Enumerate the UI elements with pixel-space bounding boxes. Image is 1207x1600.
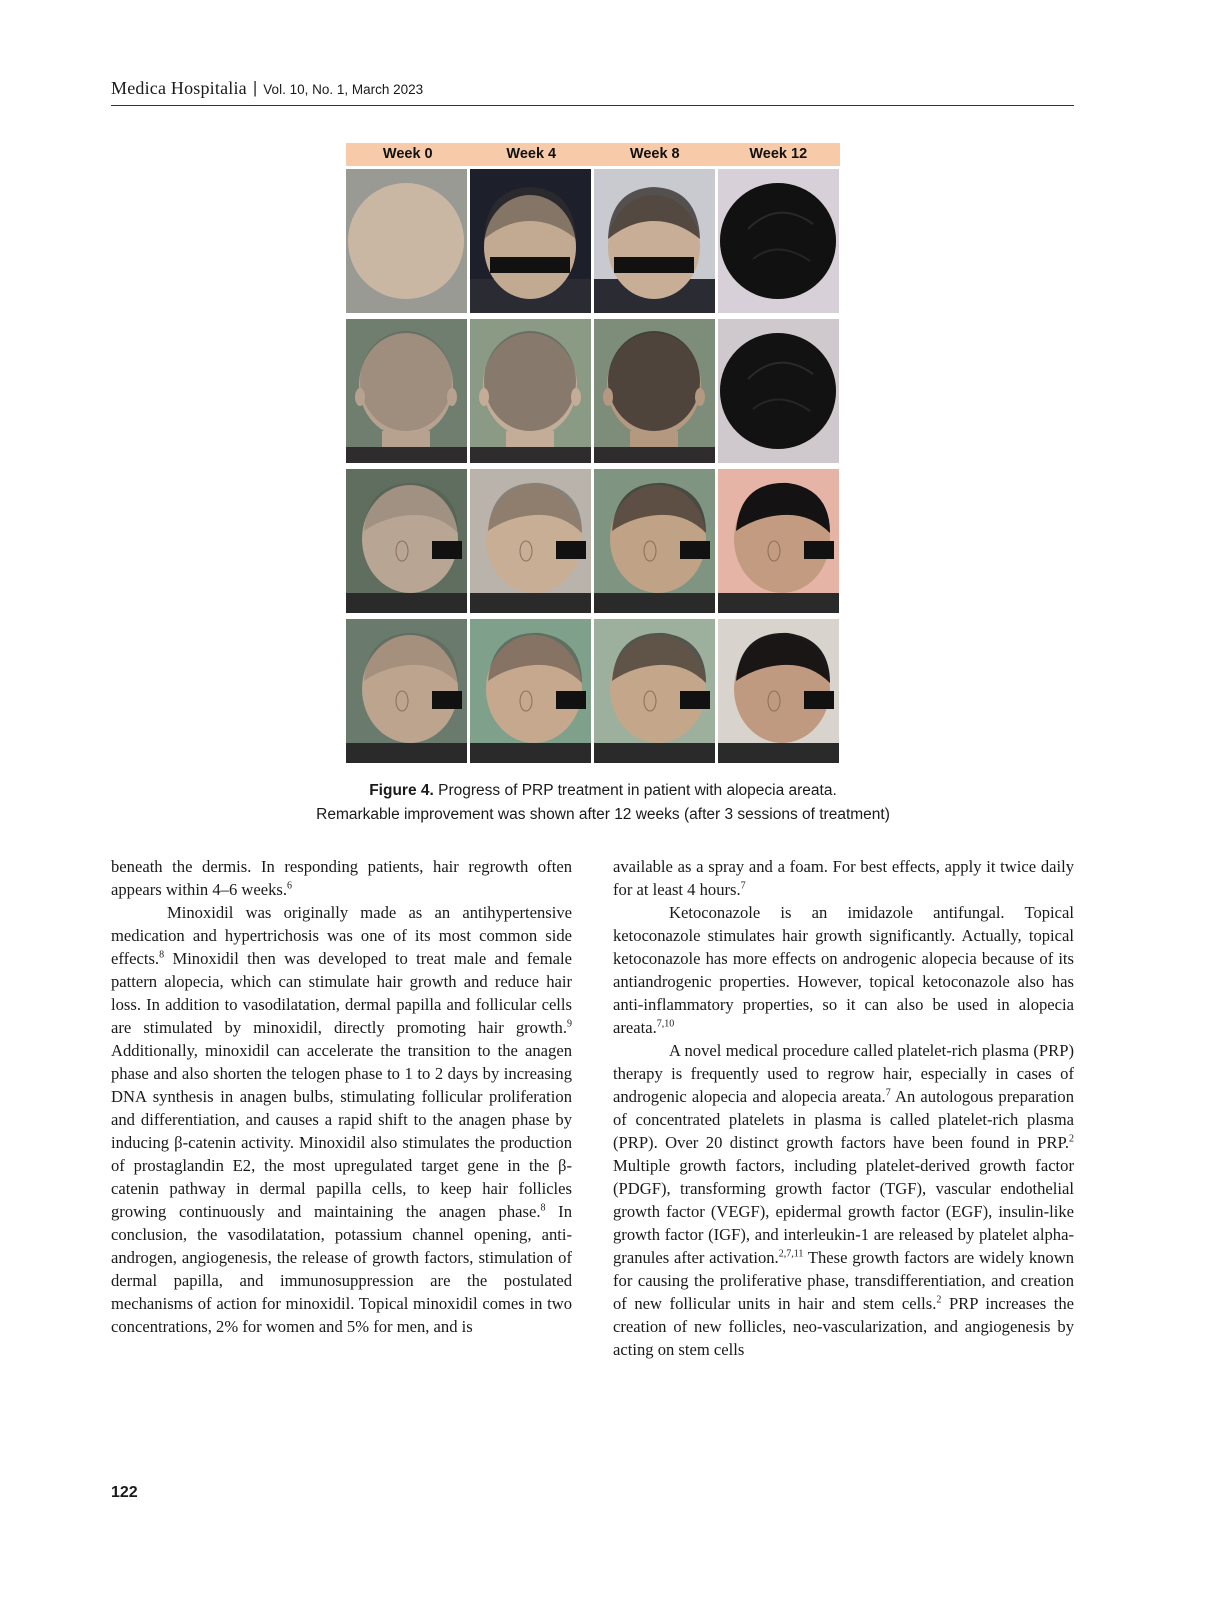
issue-info: Vol. 10, No. 1, March 2023 <box>263 82 424 97</box>
paragraph <box>111 855 572 901</box>
scalp-photo <box>470 319 591 463</box>
scalp-photo <box>718 169 839 313</box>
photo-row2-week-12 <box>718 319 839 463</box>
text-run: Additionally, minoxidil can accelerate the transition to the anagen phase and also shorten the telogen phase to 1 to 2 days by increasing DNA synthesis in anagen bulbs, stimulating follicular proliferation and differentiation, and causes a rapid shift to the anagen phase by inducing β-catenin activity. Minoxidil also stimulates the production of prostaglandin E2, the most upregulated target gene in the β-catenin pathway in dermal papilla cells, to keep hair follicles growing continuously and maintaining the anagen phase. <box>111 1041 572 1221</box>
citation-ref: 7 <box>885 1087 891 1099</box>
scalp-photo <box>470 469 591 613</box>
photo-row3-week-4 <box>470 469 591 613</box>
text-run: An autologous preparation of concentrated platelets in plasma is called platelet-rich plasma (PRP). Over 20 distinct growth factors have been found in PRP. <box>613 1087 1074 1152</box>
citation-ref: 2 <box>1069 1133 1074 1145</box>
citation-ref: 7 <box>740 880 746 892</box>
citation-ref: 9 <box>567 1018 572 1030</box>
scalp-photo <box>470 169 591 313</box>
column-header-week-4: Week 4 <box>506 146 557 162</box>
scalp-photo <box>594 319 715 463</box>
figure-caption <box>180 779 1026 827</box>
scalp-photo <box>718 469 839 613</box>
body-column-right <box>613 855 1074 1361</box>
caption-line-1: Progress of PRP treatment in patient with alopecia areata. <box>438 782 837 799</box>
text-run: beneath the dermis. In responding patients, hair regrowth often appears within 4–6 weeks. <box>111 857 572 899</box>
column-header-week-8: Week 8 <box>629 146 680 162</box>
scalp-photo <box>594 469 715 613</box>
figure-4 <box>346 143 840 166</box>
photo-row4-week-12 <box>718 619 839 763</box>
text-run: Multiple growth factors, including platelet-derived growth factor (PDGF), transforming growth factor (TGF), vascular endothelial growth factor (VEGF), epidermal growth factor (EGF), insulin-like growth factor (IGF), and interleukin-1 are released by platelet alpha-granules after activation. <box>613 1156 1074 1267</box>
text-run: Ketoconazole is an imidazole antifungal. Topical ketoconazole stimulates hair growth significantly. Actually, topical ketoconazole has more effects on androgenic alopecia because of its antiandrogenic properties. However, topical ketoconazole also has anti-inflammatory properties, so it can also be used in alopecia areata. <box>613 903 1074 1037</box>
photo-row2-week-8 <box>594 319 715 463</box>
column-header-week-0: Week 0 <box>382 146 433 162</box>
scalp-photo <box>346 619 467 763</box>
scalp-photo <box>594 169 715 313</box>
photo-row1-week-12 <box>718 169 839 313</box>
citation-ref: 8 <box>540 1202 546 1214</box>
text-run: These growth factors are widely known for causing the proliferative phase, transdifferentiation, and creation of new follicular units in hair and stem cells. <box>613 1248 1074 1313</box>
page-number: 122 <box>111 1484 138 1501</box>
photo-row2-week-4 <box>470 319 591 463</box>
photo-row3-week-12 <box>718 469 839 613</box>
scalp-photo <box>470 619 591 763</box>
header-separator: | <box>252 78 258 97</box>
scalp-photo <box>346 319 467 463</box>
paragraph <box>613 1039 1074 1361</box>
caption-line-2: Remarkable improvement was shown after 12 weeks (after 3 sessions of treatment) <box>316 806 890 823</box>
running-header <box>111 78 1074 106</box>
figure-column-headers <box>346 143 840 166</box>
paragraph <box>111 901 572 1338</box>
photo-row1-week-8 <box>594 169 715 313</box>
citation-ref: 8 <box>159 949 165 961</box>
text-run: Minoxidil then was developed to treat male and female pattern alopecia, which can stimulate hair growth and reduce hair loss. In addition to vasodilatation, dermal papilla and follicular cells are stimulated by minoxidil, directly promoting hair growth. <box>111 949 572 1037</box>
photo-row4-week-0 <box>346 619 467 763</box>
text-run: PRP increases the creation of new follicles, neo-vascularization, and angiogenesis by acting on stem cells <box>613 1294 1075 1359</box>
photo-row4-week-8 <box>594 619 715 763</box>
text-run: available as a spray and a foam. For best effects, apply it twice daily for at least 4 hours. <box>613 857 1074 899</box>
citation-ref: 2 <box>936 1294 942 1306</box>
text-run: In conclusion, the vasodilatation, potassium channel opening, anti-androgen, angiogenesis, the release of growth factors, stimulation of dermal papilla, and immunosuppression are the postulated mechanisms of action for minoxidil. Topical minoxidil comes in two concentrations, 2% for women and 5% for men, and is <box>111 1202 572 1336</box>
photo-row2-week-0 <box>346 319 467 463</box>
citation-ref: 7,10 <box>656 1018 675 1030</box>
scalp-photo <box>594 619 715 763</box>
paragraph <box>613 855 1074 901</box>
photo-row3-week-0 <box>346 469 467 613</box>
scalp-photo <box>346 469 467 613</box>
citation-ref: 6 <box>287 880 293 892</box>
photo-row1-week-0 <box>346 169 467 313</box>
scalp-photo <box>718 619 839 763</box>
photo-row1-week-4 <box>470 169 591 313</box>
text-run: A novel medical procedure called platelet-rich plasma (PRP) therapy is frequently used to regrow hair, especially in cases of androgenic alopecia and alopecia areata. <box>613 1041 1074 1106</box>
scalp-photo <box>718 319 839 463</box>
citation-ref: 2,7,11 <box>778 1248 804 1260</box>
photo-row3-week-8 <box>594 469 715 613</box>
scalp-photo <box>346 169 467 313</box>
journal-name: Medica Hospitalia <box>111 78 247 98</box>
caption-label: Figure 4. <box>369 782 434 799</box>
body-column-left <box>111 855 572 1338</box>
photo-grid <box>346 169 840 763</box>
text-run: Minoxidil was originally made as an antihypertensive medication and hypertrichosis was one of its most common side effects. <box>111 903 572 968</box>
column-header-week-12: Week 12 <box>749 146 808 162</box>
paragraph <box>613 901 1074 1039</box>
photo-row4-week-4 <box>470 619 591 763</box>
